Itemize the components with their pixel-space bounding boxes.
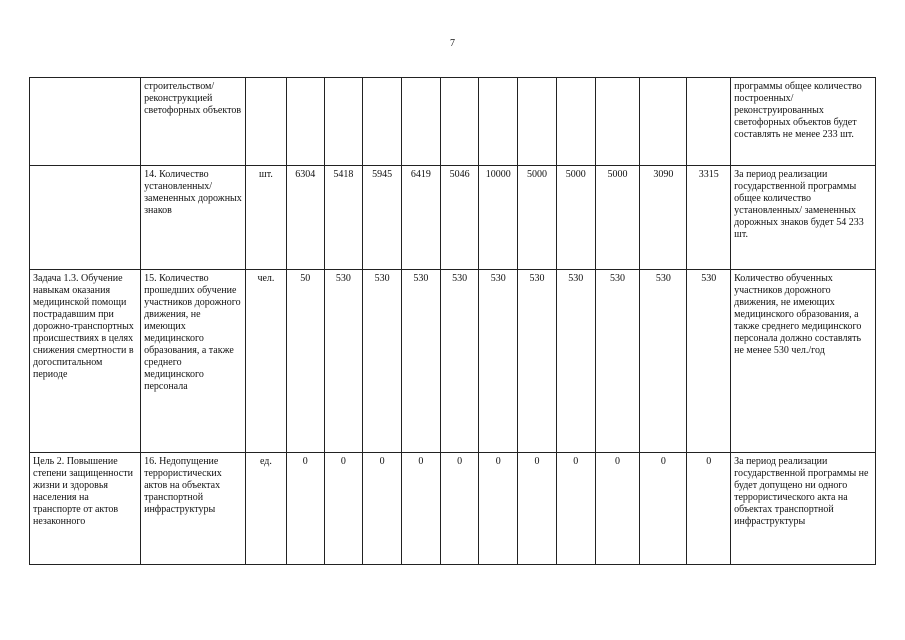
value-cell: [363, 78, 402, 166]
value-cell: 5000: [556, 166, 595, 270]
value-cell: 530: [556, 270, 595, 453]
value-cell: 0: [363, 453, 402, 565]
unit-cell: шт.: [246, 166, 287, 270]
value-cell: 5945: [363, 166, 402, 270]
value-cell: 0: [286, 453, 324, 565]
value-cell: 5418: [324, 166, 363, 270]
value-cell: 530: [324, 270, 363, 453]
value-cell: [687, 78, 731, 166]
task-cell: Цель 2. Повышение степени защищенности жизни и здоровья населения на транспорте от актов незаконного: [30, 453, 141, 565]
note-cell: За период реализации государственной программы не будет допущено ни одного террористического акта на объектах транспортной инфраструктуры: [731, 453, 876, 565]
value-cell: 530: [518, 270, 557, 453]
value-cell: 530: [363, 270, 402, 453]
page-number: 7: [450, 38, 455, 49]
value-cell: [595, 78, 640, 166]
value-cell: 10000: [479, 166, 518, 270]
value-cell: 530: [440, 270, 479, 453]
value-cell: 530: [401, 270, 440, 453]
task-cell: [30, 166, 141, 270]
value-cell: 0: [440, 453, 479, 565]
value-cell: [640, 78, 687, 166]
task-cell: Задача 1.3. Обучение навыкам оказания медицинской помощи пострадавшим при дорожно-транспортных происшествиях в целях снижения смертности в догоспитальном периоде: [30, 270, 141, 453]
value-cell: 0: [401, 453, 440, 565]
table-row: [30, 78, 876, 166]
note-cell: Количество обученных участников дорожного движения, не имеющих медицинского образования, а также среднего медицинского персонала должно составлять не менее 530 чел./год: [731, 270, 876, 453]
value-cell: 0: [640, 453, 687, 565]
indicator-cell: 16. Недопущение террористических актов на объектах транспортной инфраструктуры: [141, 453, 246, 565]
indicator-cell: 14. Количество установленных/ замененных дорожных знаков: [141, 166, 246, 270]
value-cell: 0: [556, 453, 595, 565]
note-cell: За период реализации государственной программы общее количество установленных/ замененных дорожных знаков будет 54 233 шт.: [731, 166, 876, 270]
value-cell: 0: [687, 453, 731, 565]
value-cell: 530: [479, 270, 518, 453]
table-row: [30, 166, 876, 270]
table-row: [30, 453, 876, 565]
value-cell: 3090: [640, 166, 687, 270]
value-cell: 5000: [595, 166, 640, 270]
indicators-table: [29, 77, 876, 565]
indicator-cell: 15. Количество прошедших обучение участников дорожного движения, не имеющих медицинского образования, а также среднего медицинского персонала: [141, 270, 246, 453]
value-cell: 3315: [687, 166, 731, 270]
value-cell: 6304: [286, 166, 324, 270]
task-cell: [30, 78, 141, 166]
value-cell: [518, 78, 557, 166]
value-cell: 6419: [401, 166, 440, 270]
value-cell: [324, 78, 363, 166]
unit-cell: [246, 78, 287, 166]
value-cell: 530: [640, 270, 687, 453]
note-cell: программы общее количество построенных/ реконструированных светофорных объектов будет составлять не менее 233 шт.: [731, 78, 876, 166]
value-cell: [556, 78, 595, 166]
value-cell: [401, 78, 440, 166]
indicator-cell: строительством/ реконструкцией светофорных объектов: [141, 78, 246, 166]
value-cell: [479, 78, 518, 166]
value-cell: 0: [518, 453, 557, 565]
unit-cell: ед.: [246, 453, 287, 565]
value-cell: 530: [687, 270, 731, 453]
value-cell: 530: [595, 270, 640, 453]
value-cell: 5000: [518, 166, 557, 270]
value-cell: 0: [324, 453, 363, 565]
unit-cell: чел.: [246, 270, 287, 453]
value-cell: 0: [595, 453, 640, 565]
table-row: [30, 270, 876, 453]
value-cell: 50: [286, 270, 324, 453]
value-cell: [286, 78, 324, 166]
value-cell: [440, 78, 479, 166]
value-cell: 5046: [440, 166, 479, 270]
value-cell: 0: [479, 453, 518, 565]
